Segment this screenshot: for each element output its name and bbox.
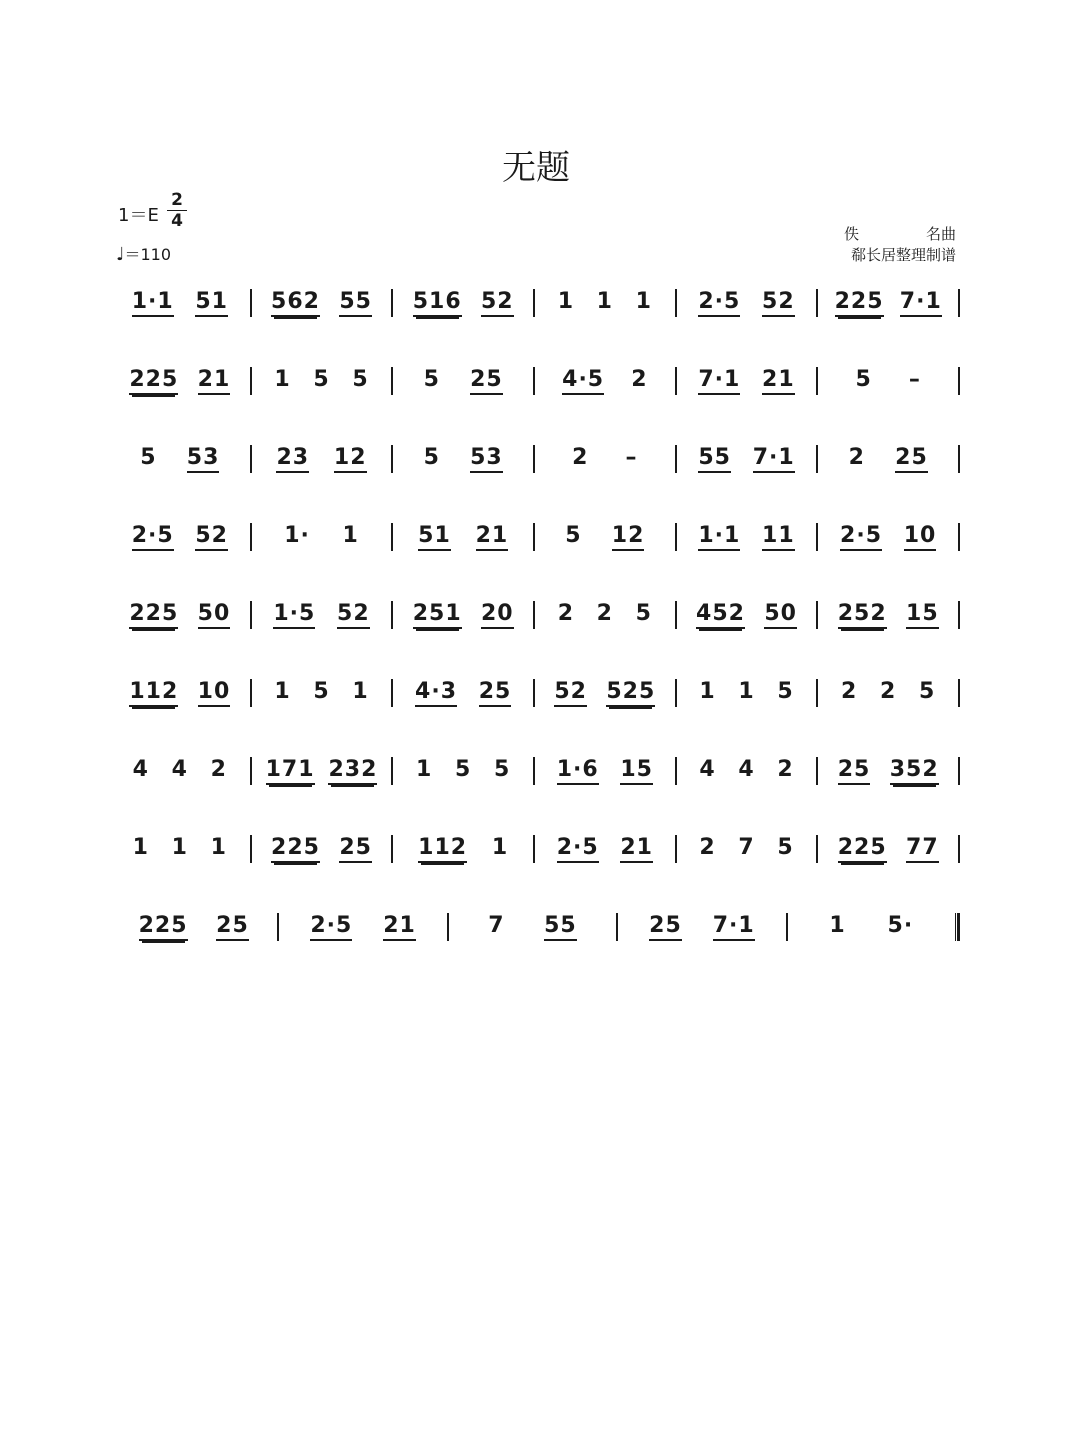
composer-label-a: 佚: [844, 225, 860, 243]
measure: [252, 826, 392, 863]
note-group: 4: [171, 757, 188, 782]
measure: [535, 280, 675, 314]
measure: [393, 358, 533, 395]
measure: [252, 592, 392, 629]
final-barline: [955, 913, 960, 941]
note-group: 25: [339, 826, 372, 863]
measure: [535, 436, 675, 470]
note-group: 225: [835, 280, 884, 317]
note-group: 1: [171, 835, 188, 860]
note-group: 1: [596, 289, 613, 314]
note-group: 4·5: [562, 358, 604, 395]
measure: [677, 826, 817, 860]
note-group: 77: [906, 826, 939, 863]
measure: [252, 748, 392, 785]
note-group: 51: [195, 280, 228, 317]
measure: [393, 748, 533, 782]
note-group: 21: [620, 826, 653, 863]
note-group: 25: [216, 904, 249, 941]
credits: [844, 224, 956, 266]
note-group: 21: [762, 358, 795, 395]
note-group: 2: [777, 757, 794, 782]
note-group: 251: [413, 592, 462, 629]
note-group: 5: [455, 757, 472, 782]
note-group: 7: [488, 913, 505, 938]
note-group: 4: [132, 757, 149, 782]
score-title: 无题: [502, 148, 570, 188]
note-group: 53: [187, 436, 220, 473]
measure: [252, 436, 392, 473]
measure: [677, 748, 817, 782]
note-group: 2: [848, 445, 865, 470]
measure: [110, 748, 250, 782]
measure: [110, 436, 250, 473]
note-group: 53: [470, 436, 503, 473]
tempo-value: ＝110: [124, 245, 172, 264]
measure: [818, 592, 958, 629]
note-group: 10: [198, 670, 231, 707]
arranger-label: 郗长居整理制谱: [850, 246, 956, 264]
note-group: 2: [557, 601, 574, 626]
measure: [535, 592, 675, 626]
score-line: [110, 904, 960, 982]
measure: [618, 904, 785, 941]
note-group: 112: [418, 826, 467, 863]
measure: [252, 670, 392, 704]
note-group: 2: [572, 445, 589, 470]
note-group: 51: [418, 514, 451, 551]
note-group: 52: [481, 280, 514, 317]
note-group: 1: [491, 835, 509, 860]
measure: [393, 436, 533, 473]
measure: [252, 514, 392, 548]
note-group: 225: [838, 826, 887, 863]
barline: [958, 757, 960, 785]
note-group: –: [625, 445, 638, 470]
barline: [958, 289, 960, 317]
note-group: 21: [383, 904, 416, 941]
measure: [818, 358, 958, 392]
note-group: 452: [696, 592, 745, 629]
note-group: 232: [328, 748, 377, 785]
note-group: 1·6: [557, 748, 599, 785]
measure: [279, 904, 446, 941]
barline: [958, 601, 960, 629]
note-group: 1: [210, 835, 227, 860]
note-group: 25: [479, 670, 512, 707]
measure: [535, 358, 675, 395]
note-group: 5: [423, 367, 440, 392]
note-group: –: [908, 367, 921, 392]
note-group: 7·1: [713, 904, 755, 941]
note-group: 1: [132, 835, 149, 860]
measure: [110, 358, 250, 395]
note-group: 50: [764, 592, 797, 629]
note-group: 2: [631, 367, 648, 392]
note-group: 2·5: [557, 826, 599, 863]
note-group: 1: [557, 289, 574, 314]
note-group: 225: [129, 592, 178, 629]
note-group: 225: [139, 904, 188, 941]
note-group: 23: [276, 436, 309, 473]
score-line: [110, 436, 960, 514]
note-group: 25: [649, 904, 682, 941]
barline: [958, 523, 960, 551]
measure: [449, 904, 616, 941]
measure: [535, 748, 675, 785]
note-group: 52: [195, 514, 228, 551]
note-group: 5: [855, 367, 872, 392]
score-line: [110, 592, 960, 670]
note-group: 1: [829, 913, 846, 938]
measure: [818, 826, 958, 863]
measure: [677, 436, 817, 473]
note-group: 52: [337, 592, 370, 629]
note-group: 5: [777, 835, 794, 860]
measure: [252, 280, 392, 317]
note-group: 5: [313, 679, 330, 704]
measure: [535, 826, 675, 863]
measure: [788, 904, 955, 938]
score-line: [110, 280, 960, 358]
note-group: 1: [342, 523, 359, 548]
barline: [958, 367, 960, 395]
barline: [958, 835, 960, 863]
measure: [393, 514, 533, 551]
note-group: 5: [635, 601, 652, 626]
score-line: [110, 748, 960, 826]
quarter-note-icon: ♩: [116, 244, 125, 265]
note-group: 5: [140, 445, 157, 470]
measure: [677, 592, 817, 629]
note-group: 7·1: [753, 436, 795, 473]
note-group: 7: [738, 835, 755, 860]
measure: [110, 280, 250, 317]
note-group: 171: [266, 748, 315, 785]
note-group: 7·1: [698, 358, 740, 395]
note-group: 25: [470, 358, 503, 395]
note-group: 225: [271, 826, 320, 863]
score-line: [110, 670, 960, 748]
note-group: 2·5: [132, 514, 174, 551]
note-group: 5: [777, 679, 794, 704]
note-group: 25: [895, 436, 928, 473]
note-group: 5: [919, 679, 936, 704]
note-group: 5: [493, 757, 511, 782]
note-group: 4: [699, 757, 716, 782]
note-group: 50: [198, 592, 231, 629]
note-group: 1: [274, 679, 291, 704]
measure: [393, 592, 533, 629]
measure: [110, 514, 250, 551]
note-group: 5: [313, 367, 330, 392]
measure: [818, 514, 958, 551]
note-group: 55: [698, 436, 731, 473]
measure: [393, 826, 533, 863]
measure: [818, 748, 958, 785]
measure: [818, 436, 958, 473]
note-group: 2·5: [698, 280, 740, 317]
note-group: 252: [838, 592, 887, 629]
note-group: 1·1: [698, 514, 740, 551]
note-group: 5: [565, 523, 582, 548]
measure: [677, 670, 817, 704]
note-group: 52: [554, 670, 587, 707]
note-group: 2·5: [840, 514, 882, 551]
measure: [677, 514, 817, 551]
note-group: 55: [339, 280, 372, 317]
note-group: 55: [544, 904, 577, 941]
note-group: 5·: [887, 913, 914, 938]
measure: [110, 904, 277, 941]
score-line: [110, 826, 960, 904]
barline: [958, 445, 960, 473]
note-group: 1: [416, 757, 433, 782]
measure: [110, 670, 250, 707]
measure: [677, 280, 817, 317]
measure: [252, 358, 392, 392]
note-group: 2: [210, 757, 227, 782]
note-group: 15: [906, 592, 939, 629]
measure: [110, 592, 250, 629]
note-group: 52: [762, 280, 795, 317]
note-group: 1: [274, 367, 291, 392]
time-signature-top: 2: [167, 190, 187, 211]
measure: [535, 514, 675, 551]
note-group: 4: [738, 757, 755, 782]
note-group: 1·: [284, 523, 310, 548]
note-group: 21: [476, 514, 509, 551]
note-group: 2: [880, 679, 897, 704]
note-group: 5: [423, 445, 440, 470]
note-group: 1: [635, 289, 652, 314]
measure: [818, 670, 958, 704]
note-group: 1: [738, 679, 755, 704]
score-body: [110, 280, 960, 982]
note-group: 516: [413, 280, 462, 317]
note-group: 1·5: [273, 592, 315, 629]
note-group: 2: [596, 601, 613, 626]
note-group: 12: [612, 514, 645, 551]
measure: [535, 670, 675, 707]
note-group: 112: [129, 670, 178, 707]
note-group: 2: [699, 835, 716, 860]
measure: [393, 280, 533, 317]
note-group: 7·1: [900, 280, 942, 317]
note-group: 25: [838, 748, 871, 785]
key-signature: 1＝E: [118, 205, 159, 226]
time-signature: [167, 190, 187, 231]
note-group: 12: [334, 436, 367, 473]
measure: [677, 358, 817, 395]
note-group: 15: [620, 748, 653, 785]
note-group: 2·5: [310, 904, 352, 941]
note-group: 1: [699, 679, 716, 704]
measure: [393, 670, 533, 707]
note-group: 10: [904, 514, 937, 551]
composer-label-b: 名曲: [925, 225, 956, 243]
note-group: 562: [271, 280, 320, 317]
note-group: 20: [481, 592, 514, 629]
tempo-marking: [116, 242, 171, 265]
note-group: 1·1: [132, 280, 174, 317]
note-group: 4·3: [415, 670, 457, 707]
note-group: 525: [606, 670, 655, 707]
note-group: 11: [762, 514, 795, 551]
score-line: [110, 358, 960, 436]
time-signature-bottom: 4: [171, 211, 183, 231]
note-group: 352: [890, 748, 939, 785]
note-group: 2: [841, 679, 858, 704]
note-group: 1: [352, 679, 369, 704]
barline: [958, 679, 960, 707]
note-group: 21: [198, 358, 231, 395]
note-group: 5: [352, 367, 369, 392]
measure: [818, 280, 958, 317]
measure: [110, 826, 250, 860]
note-group: 225: [129, 358, 178, 395]
score-line: [110, 514, 960, 592]
